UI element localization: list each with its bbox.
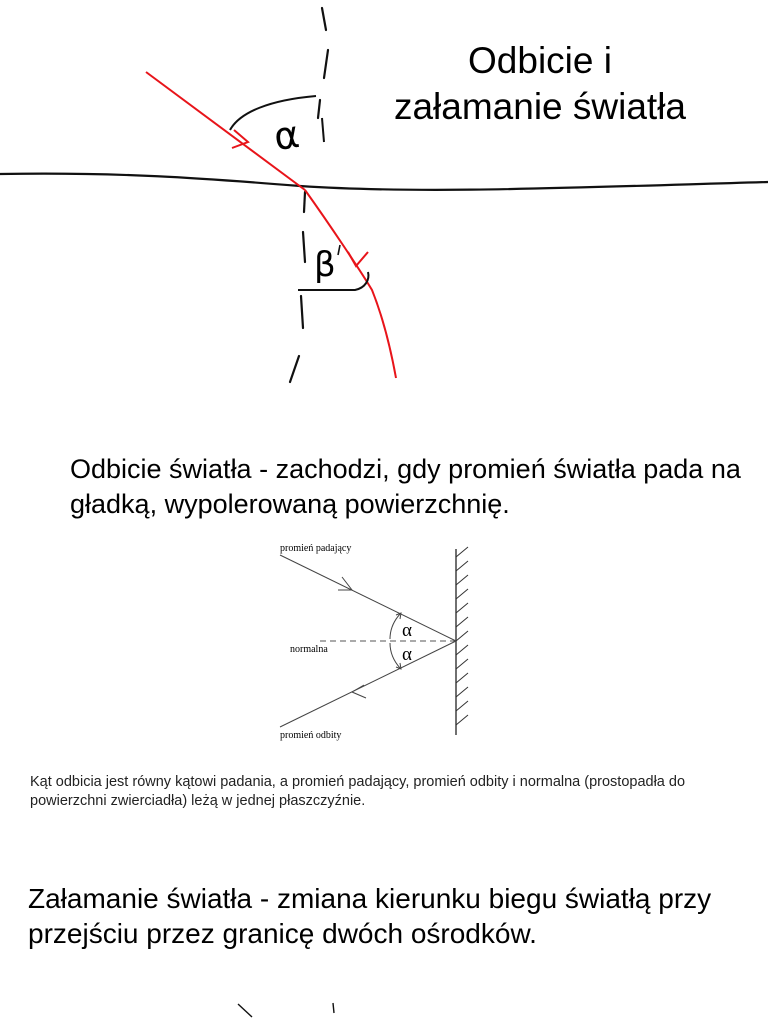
- reflection-definition: Odbicie światła - zachodzi, gdy promień światła pada na gładką, wypolerowaną powierzchnię.: [70, 454, 741, 519]
- normal-label: normalna: [290, 644, 328, 655]
- angle-alpha-bottom: α: [402, 644, 412, 665]
- refraction-definition: Załamanie światła - zmiana kierunku biegu światłą przy przejściu przez granicę dwóch ośrodków.: [28, 883, 712, 949]
- diagram-incident-ray: [280, 555, 456, 641]
- reflected-label: promień odbity: [280, 730, 342, 741]
- mirror-hatching: [456, 547, 468, 725]
- reflection-law: Kąt odbicia jest równy kątowi padania, a promień padający, promień odbity i normalna (prostopadła do powierzchni zwierciadła) leżą w jednej płaszczyźnie.: [30, 774, 686, 809]
- beta-label: β: [314, 245, 336, 285]
- alpha-label: α: [271, 111, 303, 160]
- angle-arc-top: [390, 614, 400, 639]
- interface-line: [0, 174, 768, 190]
- reflection-diagram: [260, 535, 490, 750]
- incident-label: promień padający: [280, 543, 352, 554]
- refracted-arrow: [348, 252, 368, 266]
- incident-arrowhead: [338, 577, 352, 590]
- title-line-2: załamanie światła: [393, 86, 687, 127]
- bottom-sketch: [0, 995, 768, 1024]
- angle-arc-bottom: [390, 643, 400, 668]
- title-line-1: Odbicie i: [468, 40, 612, 81]
- angle-alpha-top: α: [402, 620, 412, 641]
- page-title: [360, 38, 720, 130]
- reflected-arrowhead: [352, 685, 366, 698]
